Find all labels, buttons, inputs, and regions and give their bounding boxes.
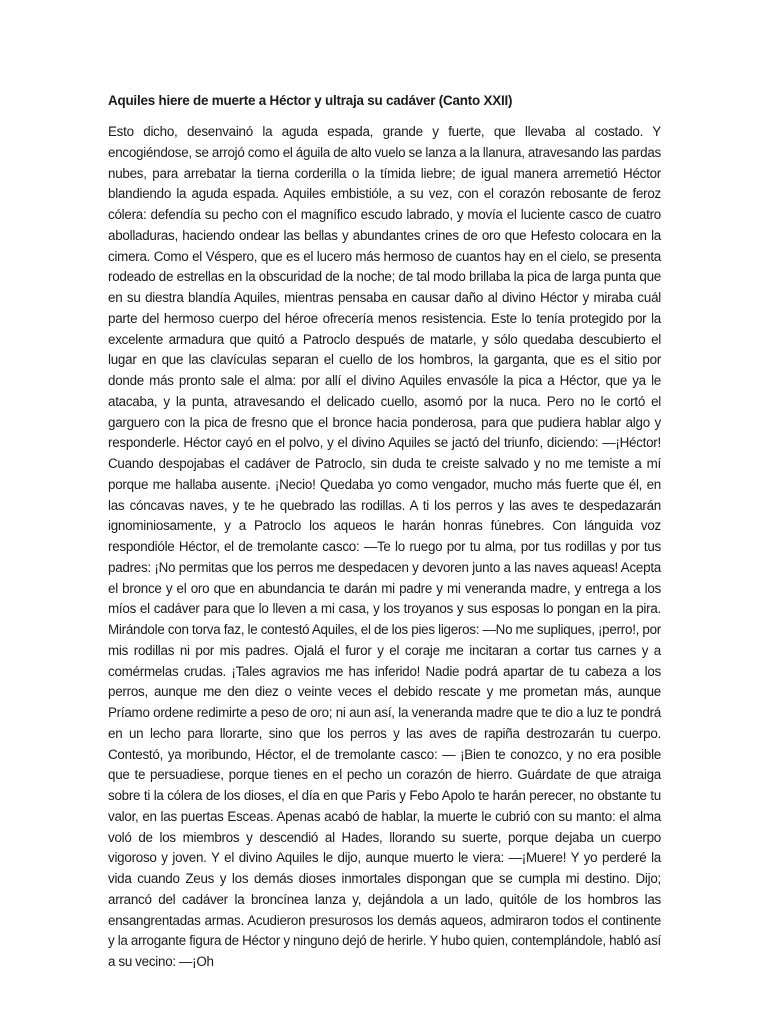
document-paragraph: Esto dicho, desenvainó la aguda espada, grande y fuerte, que llevaba al costado. Y encogiéndose, se arrojó como el águila de alto vuelo se lanza a la llanura, atravesando las pardas nubes, para arrebatar la tierna corderilla o la tímida liebre; de igual manera arremetió Héctor blandiendo la aguda espada. Aquiles embistióle, a su vez, con el corazón rebosante de feroz cólera: defendía su pecho con el magnífico escudo labrado, y movía el luciente casco de cuatro abolladuras, haciendo ondear las bellas y abundantes crines de oro que Hefesto colocara en la cimera. Como el Véspero, que es el lucero más hermoso de cuantos hay en el cielo, se presenta rodeado de estrellas en la obscuridad de la noche; de tal modo brillaba la pica de larga punta que en su diestra blandía Aquiles, mientras pensaba en causar daño al divino Héctor y miraba cuál parte del hermoso cuerpo del héroe ofrecería menos resistencia. Este lo tenía protegido por la excelente armadura que quitó a Patroclo después de matarle, y sólo quedaba descubierto el lugar en que las clavículas separan el cuello de los hombros, la garganta, que es el sitio por donde más pronto sale el alma: por allí el divino Aquiles envasóle la pica a Héctor, que ya le atacaba, y la punta, atravesando el delicado cuello, asomó por la nuca. Pero no le cortó el garguero con la pica de fresno que el bronce hacia ponderosa, para que pudiera hablar algo y responderle. Héctor cayó en el polvo, y el divino Aquiles se jactó del triunfo, diciendo: —¡Héctor! Cuando despojabas el cadáver de Patroclo, sin duda te creiste salvado y no me temiste a mí porque me hallaba ausente. ¡Necio! Quedaba yo como vengador, mucho más fuerte que él, en las cóncavas naves, y te he quebrado las rodillas. A ti los perros y las aves te despedazarán ignominiosamente, y a Patroclo los aqueos le harán honras fúnebres. Con lánguida voz respondióle Héctor, el de tremolante casco: —Te lo ruego por tu alma, por tus rodillas y por tus padres: ¡No permitas que los perros me despedacen y devoren junto a las naves aqueas! Acepta el bronce y el oro que en abundancia te darán mi padre y mi veneranda madre, y entrega a los míos el cadáver para que lo lleven a mi casa, y los troyanos y sus esposas lo pongan en la pira. Mirándole con torva faz, le contestó Aquiles, el de los pies ligeros: —No me supliques, ¡perro!, por mis rodillas ni por mis padres. Ojalá el furor y el coraje me incitaran a cortar tus carnes y a comérmelas crudas. ¡Tales agravios me has inferido! Nadie podrá apartar de tu cabeza a los perros, aunque me den diez o veinte veces el debido rescate y me prometan más, aunque Príamo ordene redimirte a peso de oro; ni aun así, la veneranda madre que te dio a luz te pondrá en un lecho para llorarte, sino que los perros y las aves de rapiña destrozarán tu cuerpo. Contestó, ya moribundo, Héctor, el de tremolante casco: — ¡Bien te conozco, y no era posible que te persuadiese, porque tienes en el pecho un corazón de hierro. Guárdate de que atraiga sobre ti la cólera de los dioses, el día en que Paris y Febo Apolo te harán perecer, no obstante tu valor, en las puertas Esceas. Apenas acabó de hablar, la muerte le cubrió con su manto: el alma voló de los miembros y descendió al Hades, llorando su suerte, porque dejaba un cuerpo vigoroso y joven. Y el divino Aquiles le dijo, aunque muerto le viera: —¡Muere! Y yo perderé la vida cuando Zeus y los demás dioses inmortales dispongan que se cumpla mi destino. Dijo; arrancó del cadáver la broncínea lanza y, dejándola a un lado, quitóle de los hombros las ensangrentadas armas. Acudieron presurosos los demás aqueos, admiraron todos el continente y la arrogante figura de Héctor y ninguno dejó de herirle. Y hubo quien, contemplándole, habló así a su vecino: —¡Oh (108, 124, 661, 969)
document-page (108, 92, 661, 973)
document-title: Aquiles hiere de muerte a Héctor y ultraja su cadáver (Canto XXII) (108, 93, 513, 108)
